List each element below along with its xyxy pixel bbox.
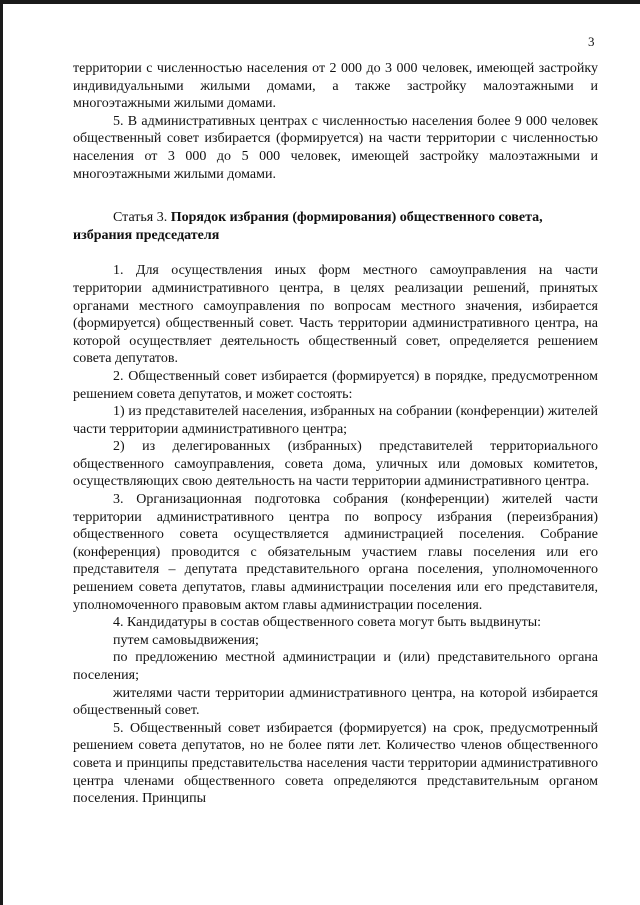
paragraph-item-4-option-self: путем самовыдвижения; [113, 632, 259, 648]
intro-paragraph-item-5: 5. В административных центрах с численностью населения более 9 000 человек общественный совет избирается (формируется) на части территории с численностью населения от 3 000 до 5 000 человек, имеющей застройку малоэтажными и многоэтажными жилыми домами. [73, 113, 598, 182]
paragraph-item-3: 3. Организационная подготовка собрания (конференции) жителей части территории административного центра по вопросу избрания (переизбрания) общественного совета осуществляется администрацией поселения. Собрание (конференция) проводится с обязательным участием главы поселения или его представителя – депутата представительного органа поселения, уполномоченного решением совета депутатов, главы администрации поселения или его представителя, уполномоченного правовым актом главы администрации поселения. [73, 492, 598, 613]
paragraph-subitem-2-2: 2) из делегированных (избранных) представителей территориального общественного самоуправления, совета дома, уличных или домовых комитетов, осуществляющих свою деятельность на части территории административного центра. [73, 439, 598, 490]
paragraph-item-4: 4. Кандидатуры в состав общественного совета могут быть выдвинуты: [113, 615, 542, 631]
article-title: Порядок избрания (формирования) общественного совета, избрания председателя [73, 210, 543, 243]
scan-frame-left-border [0, 0, 3, 905]
paragraph-item-1: 1. Для осуществления иных форм местного самоуправления на части территории административного центра, в целях реализации решений, принятых органами местного самоуправления по вопросам местного значения, избирается (формируется) общественный совет. Часть территории административного центра, на которой осуществляет деятельность общественный совет, определяется решением совета депутатов. [73, 263, 598, 367]
document-body [73, 60, 598, 808]
page-number: 3 [588, 34, 595, 49]
intro-paragraph-continuation: территории с численностью населения от 2 000 до 3 000 человек, имеющей застройку индивидуальными жилыми домами, а также застройку малоэтажными и многоэтажными жилыми домами. [73, 61, 598, 112]
article-label: Статья 3. [113, 210, 168, 226]
paragraph-item-4-option-residents: жителями части территории административного центра, на которой избирается общественный совет. [73, 685, 598, 719]
spacer [73, 244, 598, 262]
paragraph-item-4-option-administration: по предложению местной администрации и (или) представительного органа поселения; [73, 650, 598, 683]
scan-frame-top-border [0, 0, 640, 4]
spacer [73, 183, 598, 209]
paragraph-item-2: 2. Общественный совет избирается (формируется) в порядке, предусмотренном решением совета депутатов, и может состоять: [73, 368, 598, 402]
paragraph-subitem-2-1: 1) из представителей населения, избранных на собрании (конференции) жителей части территории административного центра; [73, 404, 598, 437]
paragraph-item-5: 5. Общественный совет избирается (формируется) на срок, предусмотренный решением совета депутатов, но не более пяти лет. Количество членов общественного совета и принципы представительства населения части территории административного центра членами общественного совета определяются представительным органом поселения. Принципы [73, 720, 598, 807]
article-heading [73, 209, 598, 244]
